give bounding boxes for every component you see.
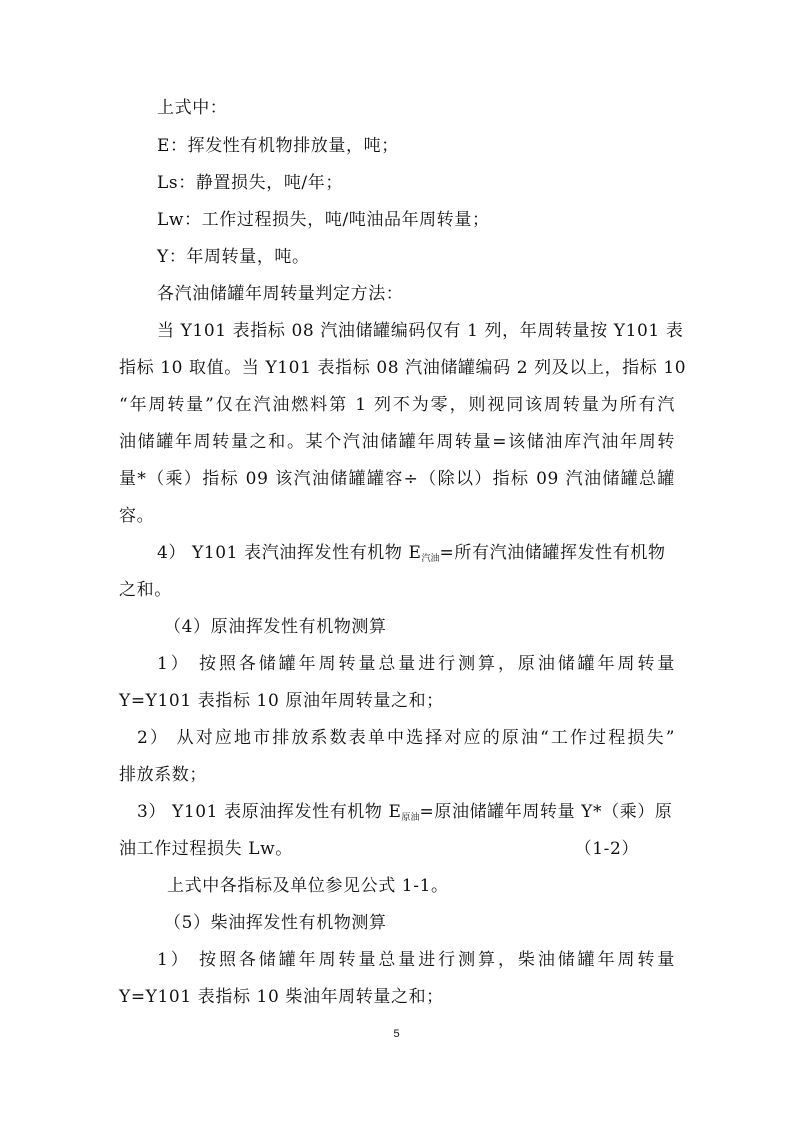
text-line: 上式中各指标及单位参见公式 1-1。 <box>167 876 449 896</box>
text-line: Ls：静置损失，吨/年； <box>157 173 343 193</box>
text-line-formula <box>157 542 675 570</box>
subscript: 原油 <box>401 813 420 823</box>
text-line: Y：年周转量，吨。 <box>157 247 310 267</box>
text-content: 油工作过程损失 Lw。 <box>119 839 293 859</box>
text-line: 上式中： <box>157 98 228 118</box>
formula-suffix: =所有汽油储罐挥发性有机物 <box>439 543 666 563</box>
text-line: E：挥发性有机物排放量，吨； <box>157 136 399 156</box>
text-line: 各汽油储罐年周转量判定方法： <box>157 284 404 304</box>
text-line: 指标 10 取值。当 Y101 表指标 08 汽油储罐编码 2 列及以上，指标 10 <box>119 358 687 378</box>
text-line-with-equation-number <box>119 838 639 860</box>
text-line: Y=Y101 表指标 10 柴油年周转量之和； <box>119 987 444 1007</box>
text-line: 排放系数； <box>119 765 207 785</box>
text-line: 容。 <box>119 506 155 526</box>
formula-suffix: =原油储罐年周转量 Y*（乘）原 <box>419 802 673 822</box>
text-line: 1） 按照各储罐年周转量总量进行测算，原油储罐年周转量 <box>157 654 675 674</box>
text-line: Y=Y101 表指标 10 原油年周转量之和； <box>119 691 444 711</box>
text-line: 1） 按照各储罐年周转量总量进行测算，柴油储罐年周转量 <box>157 950 675 970</box>
text-line: 当 Y101 表指标 08 汽油储罐编码仅有 1 列，年周转量按 Y101 表 <box>157 321 684 341</box>
text-line: Lw：工作过程损失，吨/吨油品年周转量； <box>157 210 490 230</box>
text-line-formula <box>137 801 675 829</box>
section-heading: （5）柴油挥发性有机物测算 <box>164 913 387 933</box>
page-number: 5 <box>393 1028 400 1040</box>
text-line: 油储罐年周转量之和。某个汽油储罐年周转量=该储油库汽油年周转 <box>119 432 675 452</box>
formula-prefix: 4） Y101 表汽油挥发性有机物 E <box>157 543 422 563</box>
equation-number: （1-2） <box>574 839 639 859</box>
text-line: 量*（乘）指标 09 该汽油储罐罐容÷（除以）指标 09 汽油储罐总罐 <box>119 469 675 489</box>
text-line: 2） 从对应地市排放系数表单中选择对应的原油“工作过程损失” <box>137 728 675 748</box>
formula-prefix: 3） Y101 表原油挥发性有机物 E <box>137 802 402 822</box>
text-line: 之和。 <box>119 580 172 600</box>
subscript: 汽油 <box>421 554 440 564</box>
text-line: “年周转量”仅在汽油燃料第 1 列不为零，则视同该周转量为所有汽 <box>119 395 675 415</box>
section-heading: （4）原油挥发性有机物测算 <box>164 617 387 637</box>
